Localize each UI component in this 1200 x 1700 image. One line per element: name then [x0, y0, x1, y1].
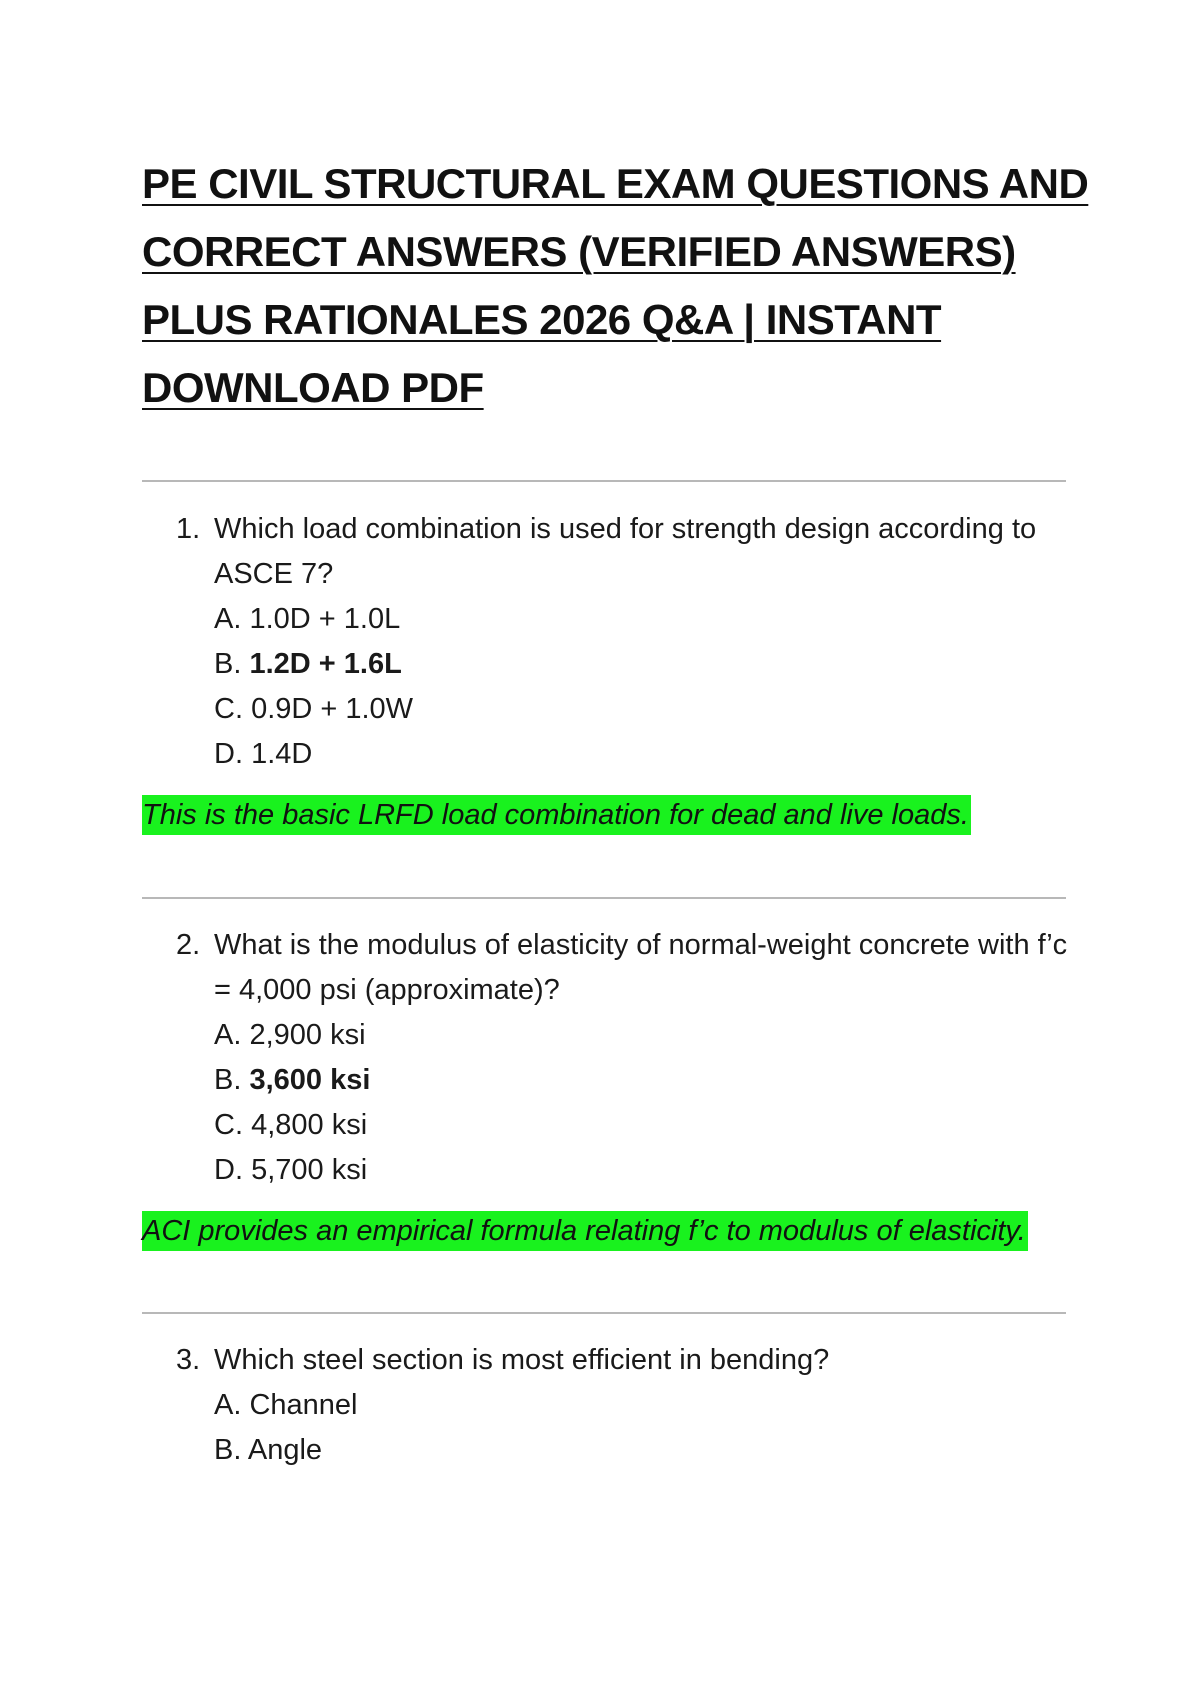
answer-option-c [214, 1103, 1082, 1148]
rationale-highlight: This is the basic LRFD load combination for dead and live loads. [142, 795, 971, 835]
option-letter: A. [214, 603, 242, 635]
answer-option-b [214, 1428, 1082, 1473]
answer-option-a [214, 597, 1082, 642]
option-text: 1.4D [251, 738, 313, 770]
question-number: 3. [176, 1344, 201, 1376]
answer-options [142, 597, 1082, 777]
option-letter: C. [214, 693, 243, 725]
correct-answer-text: 3,600 ksi [249, 1064, 371, 1096]
option-text: Channel [249, 1389, 358, 1421]
answer-option-d [214, 732, 1082, 777]
option-letter: C. [214, 1109, 243, 1141]
title-line: PLUS RATIONALES 2026 Q&A | INSTANT [142, 296, 942, 343]
answer-option-b [214, 1058, 1082, 1103]
question-text: Which load combination is used for strength design according to ASCE 7? [214, 513, 1037, 590]
question-text: What is the modulus of elasticity of normal-weight concrete with f’c = 4,000 psi (approximate)? [214, 929, 1068, 1006]
question-1 [142, 507, 1082, 835]
option-text: 1.0D + 1.0L [249, 603, 401, 635]
option-letter: B. [214, 1434, 242, 1466]
answer-option-a [214, 1383, 1082, 1428]
title-line: PE CIVIL STRUCTURAL EXAM QUESTIONS AND [142, 160, 1089, 207]
question-text: Which steel section is most efficient in bending? [214, 1344, 830, 1376]
answer-option-b [214, 642, 1082, 687]
section-divider [142, 897, 1066, 899]
option-text: 0.9D + 1.0W [251, 693, 414, 725]
document-title [142, 150, 1089, 422]
answer-options [142, 1383, 1082, 1473]
answer-option-c [214, 687, 1082, 732]
title-line: CORRECT ANSWERS (VERIFIED ANSWERS) [142, 228, 1016, 275]
correct-answer-text: 1.2D + 1.6L [249, 648, 402, 680]
option-text: Angle [247, 1434, 323, 1466]
question-stem [142, 1338, 1082, 1383]
option-letter: D. [214, 1154, 243, 1186]
option-letter: A. [214, 1389, 242, 1421]
option-letter: A. [214, 1019, 242, 1051]
section-divider [142, 480, 1066, 482]
question-2 [142, 923, 1082, 1251]
option-text: 5,700 ksi [251, 1154, 368, 1186]
rationale-highlight: ACI provides an empirical formula relating f’c to modulus of elasticity. [142, 1211, 1028, 1251]
question-stem [142, 923, 1082, 1013]
question-3 [142, 1338, 1082, 1473]
answer-option-a [214, 1013, 1082, 1058]
option-letter: D. [214, 738, 243, 770]
option-text: 2,900 ksi [249, 1019, 366, 1051]
question-number: 2. [176, 929, 201, 961]
question-number: 1. [176, 513, 201, 545]
option-text: 4,800 ksi [251, 1109, 368, 1141]
answer-option-d [214, 1148, 1082, 1193]
section-divider [142, 1312, 1066, 1314]
option-letter: B. [214, 1064, 242, 1096]
title-line: DOWNLOAD PDF [142, 364, 484, 411]
option-letter: B. [214, 648, 242, 680]
answer-options [142, 1013, 1082, 1193]
question-stem [142, 507, 1082, 597]
